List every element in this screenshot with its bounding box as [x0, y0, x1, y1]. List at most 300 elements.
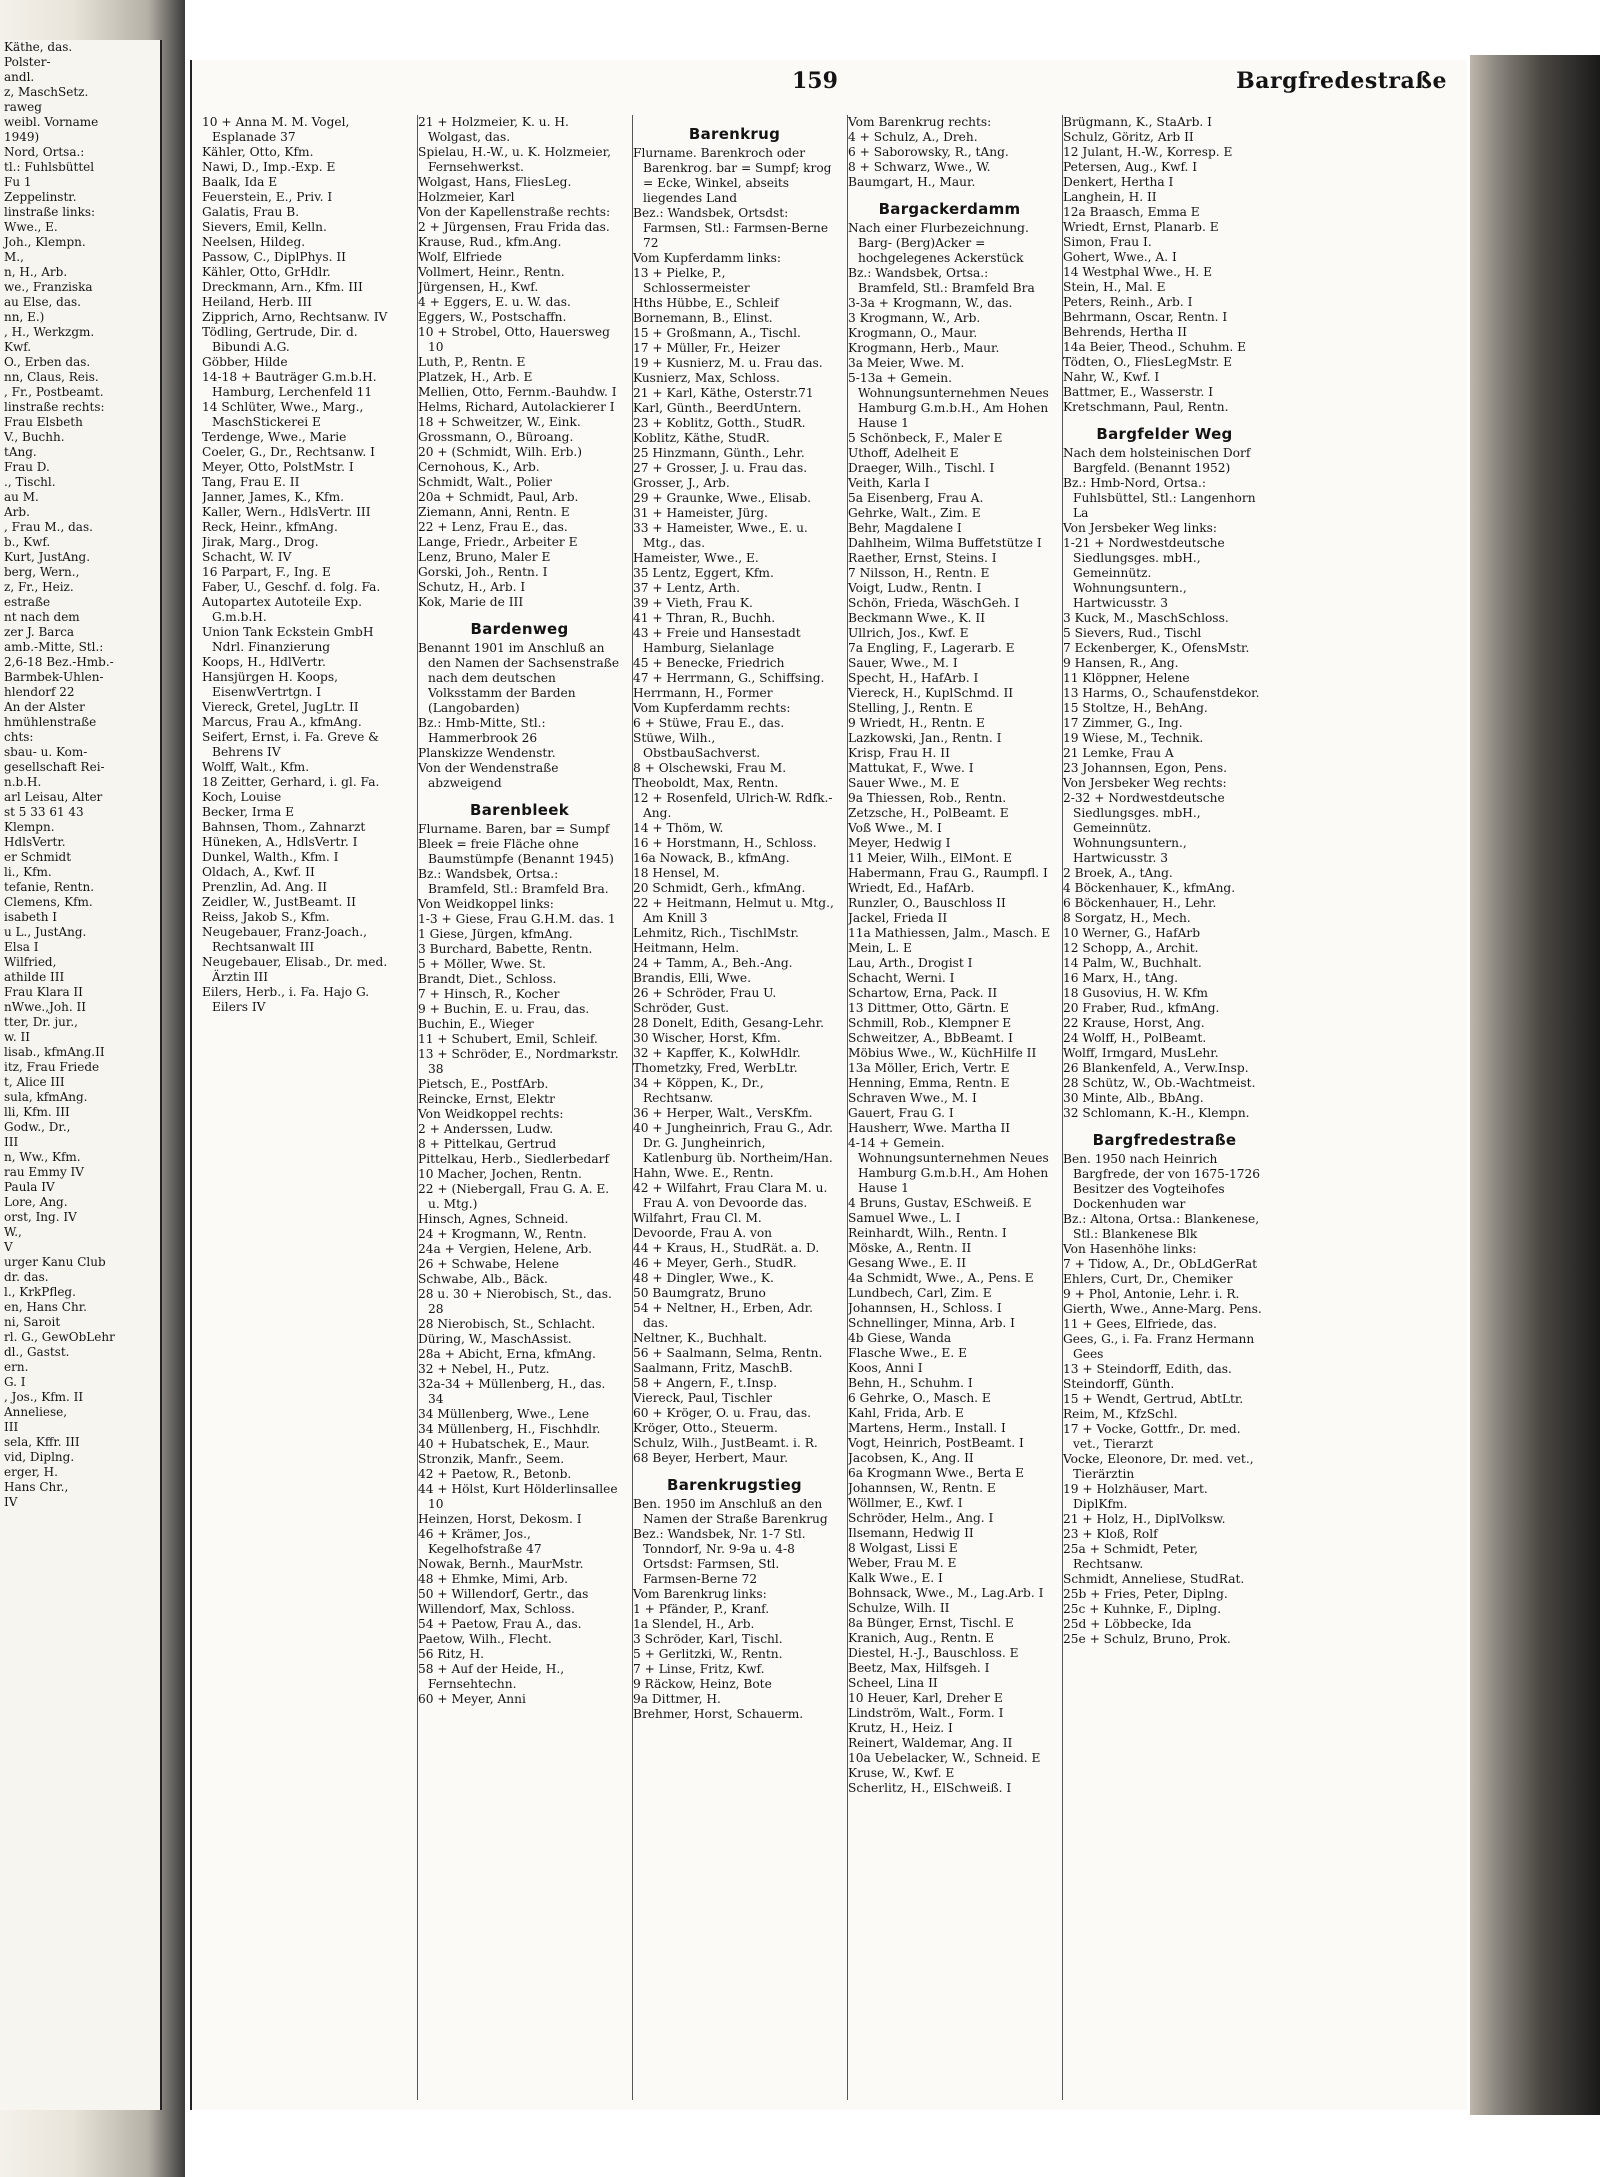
directory-entry: 28 Schütz, W., Ob.-Wachtmeist.: [1063, 1076, 1256, 1090]
directory-entry: 4 Bruns, Gustav, ESchweiß. E: [848, 1196, 1032, 1210]
directory-entry: 17 Zimmer, G., Ing.: [1063, 716, 1183, 730]
directory-entry: Sievers, Emil, Kelln.: [202, 220, 327, 234]
facing-page-line: hmühlenstraße: [4, 715, 97, 729]
facing-page-line: u L., JustAng.: [4, 925, 87, 939]
directory-entry: Martens, Herm., Install. I: [848, 1421, 1006, 1435]
facing-page-line: O., Erben das.: [4, 355, 91, 369]
directory-entry: 10 Werner, G., HafArb: [1063, 926, 1201, 940]
facing-page-line: linstraße links:: [4, 205, 96, 219]
directory-entry: Gesang Wwe., E. II: [848, 1256, 967, 1270]
facing-page-line: Polster-: [4, 55, 51, 69]
directory-entry: 9 Wriedt, H., Rentn. E: [848, 716, 985, 730]
facing-page-line: V: [4, 1240, 13, 1254]
directory-entry: Terdenge, Wwe., Marie: [202, 430, 347, 444]
directory-entry: Göbber, Hilde: [202, 355, 288, 369]
facing-page-line: ., Tischl.: [4, 475, 56, 489]
directory-entry: Nowak, Bernh., MaurMstr.: [418, 1557, 584, 1571]
directory-entry: Mellien, Otto, Fernm.-Bauhdw. I: [418, 385, 617, 399]
directory-entry: Kahl, Frida, Arb. E: [848, 1406, 964, 1420]
directory-entry: 20 Fraber, Rud., kfmAng.: [1063, 1001, 1220, 1015]
directory-entry: Bz.: Wandsbek, Ortsa.: Bramfeld, Stl.: Bramfeld Bra: [848, 266, 1035, 295]
directory-column-2: [417, 115, 621, 2100]
directory-entry: 6 + Saborowsky, R., tAng.: [848, 145, 1009, 159]
directory-entry: 54 + Neltner, H., Erben, Adr. das.: [633, 1301, 813, 1330]
directory-entry: Thometzky, Fred, WerbLtr.: [633, 1061, 798, 1075]
directory-entry: 24 Wolff, H., PolBeamt.: [1063, 1031, 1207, 1045]
directory-entry: Kaller, Wern., HdlsVertr. III: [202, 505, 371, 519]
directory-entry: 19 Wiese, M., Technik.: [1063, 731, 1204, 745]
facing-page-line: Clemens, Kfm.: [4, 895, 93, 909]
directory-entry: 14-18 + Bauträger G.m.b.H. Hamburg, Lerchenfeld 11: [202, 370, 377, 399]
facing-page-line: arl Leisau, Alter: [4, 790, 103, 804]
directory-entry: Zipprich, Arno, Rechtsanw. IV: [202, 310, 388, 324]
directory-entry: 18 Hensel, M.: [633, 866, 720, 880]
facing-page-line: M.,: [4, 250, 24, 264]
directory-entry: Langhein, H. II: [1063, 190, 1157, 204]
directory-entry: Baalk, Ida E: [202, 175, 278, 189]
directory-entry: Grossmann, O., Büroang.: [418, 430, 574, 444]
directory-entry: Beetz, Max, Hilfsgeh. I: [848, 1661, 990, 1675]
facing-page-line: z, MaschSetz.: [4, 85, 89, 99]
directory-entry: 12a Braasch, Emma E: [1063, 205, 1200, 219]
directory-entry: Veith, Karla I: [848, 476, 930, 490]
directory-entry: 43 + Freie und Hansestadt Hamburg, Sielanlage: [633, 626, 801, 655]
facing-page-line: au M.: [4, 490, 39, 504]
directory-entry: 5-13a + Gemein. Wohnungsunternehmen Neues Hamburg G.m.b.H., Am Hohen Hause 1: [848, 371, 1049, 430]
directory-entry: Wolf, Elfriede: [418, 250, 503, 264]
facing-page-line: Frau Klara II: [4, 985, 83, 999]
directory-entry: Grosser, J., Arb.: [633, 476, 730, 490]
directory-entry: Brandt, Diet., Schloss.: [418, 972, 557, 986]
directory-entry: Lazkowski, Jan., Rentn. I: [848, 731, 1002, 745]
directory-entry: Nahr, W., Kwf. I: [1063, 370, 1160, 384]
directory-entry: Devoorde, Frau A. von: [633, 1226, 773, 1240]
directory-entry: Gorski, Joh., Rentn. I: [418, 565, 548, 579]
directory-entry: Mein, L. E: [848, 941, 912, 955]
facing-page-line: , H., Werkzgm.: [4, 325, 95, 339]
directory-entry: 3 Krogmann, W., Arb.: [848, 311, 981, 325]
facing-page-line: berg, Wern.,: [4, 565, 80, 579]
facing-page-line: Wilfried,: [4, 955, 57, 969]
facing-page-line: nWwe.,Joh. II: [4, 1000, 86, 1014]
directory-entry: Hameister, Wwe., E.: [633, 551, 759, 565]
directory-entry: 56 Ritz, H.: [418, 1647, 485, 1661]
directory-entry: 46 + Meyer, Gerh., StudR.: [633, 1256, 797, 1270]
directory-entry: 40 + Jungheinrich, Frau G., Adr. Dr. G. Jungheinrich, Katlenburg üb. Northeim/Han.: [633, 1121, 833, 1165]
directory-entry: Heinzen, Horst, Dekosm. I: [418, 1512, 582, 1526]
facing-page-line: Wwe., E.: [4, 220, 58, 234]
facing-page-line: Godw., Dr.,: [4, 1120, 71, 1134]
directory-entry: 60 + Kröger, O. u. Frau, das.: [633, 1406, 811, 1420]
directory-entry: 12 + Rosenfeld, Ulrich-W. Rdfk.-Ang.: [633, 791, 833, 820]
directory-entry: Hausherr, Wwe. Martha II: [848, 1121, 1011, 1135]
directory-entry: Schröder, Gust.: [633, 1001, 730, 1015]
directory-entry: 48 + Dingler, Wwe., K.: [633, 1271, 774, 1285]
directory-entry: 4a Schmidt, Wwe., A., Pens. E: [848, 1271, 1034, 1285]
facing-page-line: Paula IV: [4, 1180, 55, 1194]
directory-entry: Schraven Wwe., M. I: [848, 1091, 977, 1105]
directory-entry: 48 + Ehmke, Mimi, Arb.: [418, 1572, 568, 1586]
directory-entry: Jürgensen, H., Kwf.: [418, 280, 539, 294]
directory-entry: Ziemann, Anni, Rentn. E: [418, 505, 570, 519]
directory-entry: Kalk Wwe., E. I: [848, 1571, 943, 1585]
directory-entry: 7a Engling, F., Lagerarb. E: [848, 641, 1015, 655]
directory-entry: 19 + Kusnierz, M. u. Frau das.: [633, 356, 823, 370]
directory-entry: Flasche Wwe., E. E: [848, 1346, 967, 1360]
facing-page-line: we., Franziska: [4, 280, 93, 294]
directory-entry: 44 + Kraus, H., StudRät. a. D.: [633, 1241, 820, 1255]
directory-entry: 17 + Vocke, Gottfr., Dr. med. vet., Tierarzt: [1063, 1422, 1241, 1451]
directory-entry: Schulze, Wilh. II: [848, 1601, 950, 1615]
directory-entry: 34 Müllenberg, H., Fischhdlr.: [418, 1422, 601, 1436]
directory-entry: Krutz, H., Heiz. I: [848, 1721, 953, 1735]
directory-entry: 28 Nierobisch, St., Schlacht.: [418, 1317, 596, 1331]
directory-entry: 6a Krogmann Wwe., Berta E: [848, 1466, 1025, 1480]
directory-entry: Krogmann, Herb., Maur.: [848, 341, 1000, 355]
facing-page-line: Elsa I: [4, 940, 39, 954]
directory-entry: Autopartex Autoteile Exp. G.m.b.H.: [202, 595, 362, 624]
directory-entry: Schacht, W. IV: [202, 550, 292, 564]
directory-entry: 32 + Kapffer, K., KolwHdlr.: [633, 1046, 801, 1060]
directory-entry: Platzek, H., Arb. E: [418, 370, 533, 384]
directory-entry: Zeidler, W., JustBeamt. II: [202, 895, 356, 909]
directory-entry: Galatis, Frau B.: [202, 205, 300, 219]
directory-entry: Ullrich, Jos., Kwf. E: [848, 626, 969, 640]
directory-entry: Kröger, Otto., Steuerm.: [633, 1421, 778, 1435]
directory-entry: Schwabe, Alb., Bäck.: [418, 1272, 548, 1286]
directory-entry: 3 Burchard, Babette, Rentn.: [418, 942, 593, 956]
directory-entry: Gierth, Wwe., Anne-Marg. Pens.: [1063, 1302, 1262, 1316]
directory-entry: Lange, Friedr., Arbeiter E: [418, 535, 578, 549]
directory-entry: Schutz, H., Arb. I: [418, 580, 526, 594]
directory-entry: 14 Schlüter, Wwe., Marg., MaschStickerei E: [202, 400, 364, 429]
directory-entry: Samuel Wwe., L. I: [848, 1211, 961, 1225]
facing-page-line: Barmbek-Uhlen-: [4, 670, 104, 684]
directory-entry: 35 Lentz, Eggert, Kfm.: [633, 566, 774, 580]
directory-entry: Hths Hübbe, E., Schleif: [633, 296, 779, 310]
directory-entry: Baumgart, H., Maur.: [848, 175, 976, 189]
directory-entry: 25a + Schmidt, Peter, Rechtsanw.: [1063, 1542, 1198, 1571]
directory-entry: 13 Dittmer, Otto, Gärtn. E: [848, 1001, 1009, 1015]
directory-entry: Sauer, Wwe., M. I: [848, 656, 958, 670]
directory-entry: Eggers, W., Postschaffn.: [418, 310, 567, 324]
directory-entry: Petersen, Aug., Kwf. I: [1063, 160, 1198, 174]
directory-entry: Bz.: Hmb-Nord, Ortsa.: Fuhlsbüttel, Stl.: Langenhorn La: [1063, 476, 1256, 520]
directory-entry: Beckmann Wwe., K. II: [848, 611, 986, 625]
directory-entry: Wolff, Walt., Kfm.: [202, 760, 310, 774]
street-heading: Bardenweg: [470, 620, 569, 638]
facing-page-line: G. I: [4, 1375, 26, 1389]
directory-page: [190, 60, 1467, 2110]
street-heading: Barenkrug: [688, 125, 781, 143]
directory-entry: Ehlers, Curt, Dr., Chemiker: [1063, 1272, 1233, 1286]
directory-entry: Meyer, Hedwig I: [848, 836, 951, 850]
directory-entry: Meyer, Otto, PolstMstr. I: [202, 460, 354, 474]
directory-column-3: [632, 115, 836, 2100]
directory-entry: 14 Westphal Wwe., H. E: [1063, 265, 1213, 279]
directory-entry: Theoboldt, Max, Rentn.: [633, 776, 779, 790]
facing-page: [0, 40, 162, 2110]
directory-entry: 58 + Angern, F., t.Insp.: [633, 1376, 778, 1390]
directory-entry: 1-3 + Giese, Frau G.H.M. das. 1: [418, 912, 616, 926]
directory-entry: Luth, P., Rentn. E: [418, 355, 526, 369]
directory-entry: Faber, U., Geschf. d. folg. Fa.: [202, 580, 381, 594]
street-heading: Bargfredestraße: [1092, 1131, 1237, 1149]
directory-entry: Dunkel, Walth., Kfm. I: [202, 850, 339, 864]
directory-entry: 7 + Hinsch, R., Kocher: [418, 987, 560, 1001]
directory-entry: Weber, Frau M. E: [848, 1556, 957, 1570]
directory-entry: Brügmann, K., StaArb. I: [1063, 115, 1212, 129]
directory-entry: 11 Klöppner, Helene: [1063, 671, 1190, 685]
directory-entry: 8 Sorgatz, H., Mech.: [1063, 911, 1191, 925]
directory-entry: 6 Gehrke, O., Masch. E: [848, 1391, 991, 1405]
directory-entry: Johannsen, H., Schloss. I: [848, 1301, 1002, 1315]
directory-entry: 44 + Hölst, Kurt Hölderlinsallee 10: [418, 1482, 618, 1511]
directory-entry: Lenz, Bruno, Maler E: [418, 550, 551, 564]
directory-entry: Schnellinger, Minna, Arb. I: [848, 1316, 1015, 1330]
directory-columns: [202, 115, 1457, 2100]
directory-entry: Reim, M., KfzSchl.: [1063, 1407, 1178, 1421]
directory-entry: Von Weidkoppel links:: [418, 897, 554, 911]
facing-page-line: hlendorf 22: [4, 685, 75, 699]
directory-entry: Schacht, Werni. I: [848, 971, 955, 985]
directory-entry: Tödling, Gertrude, Dir. d. Bibundi A.G.: [202, 325, 358, 354]
directory-entry: 13 + Steindorff, Edith, das.: [1063, 1362, 1232, 1376]
directory-entry: 9a Dittmer, H.: [633, 1692, 721, 1706]
directory-entry: 32a-34 + Müllenberg, H., das. 34: [418, 1377, 606, 1406]
facing-page-line: , Fr., Postbeamt.: [4, 385, 104, 399]
directory-entry: 9a Thiessen, Rob., Rentn.: [848, 791, 1007, 805]
facing-page-line: itz, Frau Friede: [4, 1060, 100, 1074]
directory-entry: Dreckmann, Arn., Kfm. III: [202, 280, 363, 294]
directory-entry: 18 Zeitter, Gerhard, i. gl. Fa.: [202, 775, 380, 789]
directory-entry: Uthoff, Adelheit E: [848, 446, 959, 460]
directory-entry: Viereck, Paul, Tischler: [633, 1391, 773, 1405]
facing-page-line: nn, Claus, Reis.: [4, 370, 99, 384]
facing-page-line: st 5 33 61 43: [4, 805, 84, 819]
facing-page-line: nt nach dem: [4, 610, 80, 624]
directory-entry: 26 + Schwabe, Helene: [418, 1257, 559, 1271]
directory-entry: Heitmann, Helm.: [633, 941, 740, 955]
directory-entry: Paetow, Wilh., Flecht.: [418, 1632, 552, 1646]
facing-page-line: Lore, Ang.: [4, 1195, 68, 1209]
facing-page-line: n.b.H.: [4, 775, 42, 789]
facing-page-line: z, Fr., Heiz.: [4, 580, 74, 594]
facing-page-line: n, H., Arb.: [4, 265, 68, 279]
directory-entry: Gees, G., i. Fa. Franz Hermann Gees: [1063, 1332, 1255, 1361]
directory-entry: 13 Harms, O., Schaufenstdekor.: [1063, 686, 1260, 700]
directory-entry: 10 Heuer, Karl, Dreher E: [848, 1691, 1003, 1705]
directory-entry: Möbius Wwe., W., KüchHilfe II: [848, 1046, 1037, 1060]
directory-entry: 5 Sievers, Rud., Tischl: [1063, 626, 1202, 640]
directory-entry: Johannsen, W., Rentn. E: [848, 1481, 996, 1495]
facing-page-line: Fu 1: [4, 175, 32, 189]
street-heading: Bargfelder Weg: [1096, 425, 1233, 443]
directory-entry: Koos, Anni I: [848, 1361, 923, 1375]
facing-page-line: HdlsVertr.: [4, 835, 66, 849]
directory-entry: 14 + Thöm, W.: [633, 821, 724, 835]
directory-entry: 42 + Wilfahrt, Frau Clara M. u. Frau A. von Devoorde das.: [633, 1181, 828, 1210]
facing-page-line: tter, Dr. jur.,: [4, 1015, 78, 1029]
directory-entry: Eilers, Herb., i. Fa. Hajo G. Eilers IV: [202, 985, 370, 1014]
directory-entry: 13a Möller, Erich, Vertr. E: [848, 1061, 1010, 1075]
directory-entry: 9 + Buchin, E. u. Frau, das.: [418, 1002, 590, 1016]
directory-entry: 11 Meier, Wilh., ElMont. E: [848, 851, 1013, 865]
directory-entry: 32 + Nebel, H., Putz.: [418, 1362, 550, 1376]
directory-entry: Gehrke, Walt., Zim. E: [848, 506, 981, 520]
directory-entry: 30 Minte, Alb., BbAng.: [1063, 1091, 1204, 1105]
directory-entry: 4 + Schulz, A., Dreh.: [848, 130, 978, 144]
directory-entry: Von der Kapellenstraße rechts:: [418, 205, 611, 219]
directory-entry: Brehmer, Horst, Schauerm.: [633, 1707, 804, 1721]
directory-entry: Vom Kupferdamm links:: [633, 251, 781, 265]
directory-entry: Schröder, Helm., Ang. I: [848, 1511, 994, 1525]
directory-entry: Heiland, Herb. III: [202, 295, 312, 309]
facing-page-line: zer J. Barca: [4, 625, 75, 639]
directory-entry: Koch, Louise: [202, 790, 282, 804]
facing-page-line: gesellschaft Rei-: [4, 760, 105, 774]
directory-entry: 1a Slendel, H., Arb.: [633, 1617, 755, 1631]
directory-entry: Ilsemann, Hedwig II: [848, 1526, 974, 1540]
directory-entry: Neltner, K., Buchhalt.: [633, 1331, 767, 1345]
directory-entry: Bz.: Wandsbek, Ortsa.: Bramfeld, Stl.: Bramfeld Bra.: [418, 867, 609, 896]
facing-page-line: Klempn.: [4, 820, 55, 834]
directory-column-5: [1062, 115, 1266, 2100]
directory-entry: 26 + Schröder, Frau U.: [633, 986, 777, 1000]
directory-entry: 54 + Paetow, Frau A., das.: [418, 1617, 582, 1631]
directory-entry: Scheel, Lina II: [848, 1676, 938, 1690]
directory-entry: 25 Hinzmann, Günth., Lehr.: [633, 446, 805, 460]
street-heading: Barenbleek: [469, 801, 569, 819]
directory-entry: Sauer Wwe., M. E: [848, 776, 960, 790]
directory-entry: 12 Schopp, A., Archit.: [1063, 941, 1199, 955]
directory-entry: 24a + Vergien, Helene, Arb.: [418, 1242, 593, 1256]
directory-entry: 45 + Benecke, Friedrich: [633, 656, 785, 670]
directory-entry: Habermann, Frau G., Raumpfl. I: [848, 866, 1048, 880]
directory-entry: 5 Schönbeck, F., Maler E: [848, 431, 1003, 445]
directory-entry: Herrmann, H., Former: [633, 686, 773, 700]
facing-page-line: , Jos., Kfm. II: [4, 1390, 84, 1404]
directory-entry: 9 Räckow, Heinz, Bote: [633, 1677, 772, 1691]
directory-entry: Lehmitz, Rich., TischlMstr.: [633, 926, 799, 940]
directory-entry: Simon, Frau I.: [1063, 235, 1152, 249]
directory-entry: 21 + Karl, Käthe, Osterstr.71: [633, 386, 814, 400]
directory-entry: Lindström, Walt., Form. I: [848, 1706, 1004, 1720]
directory-entry: 34 Müllenberg, Wwe., Lene: [418, 1407, 590, 1421]
directory-entry: 16 Parpart, F., Ing. E: [202, 565, 331, 579]
directory-entry: Willendorf, Max, Schloss.: [418, 1602, 575, 1616]
facing-page-line: raweg: [4, 100, 42, 114]
directory-entry: Bleek = freie Fläche ohne Baumstümpfe (Benannt 1945): [418, 837, 614, 866]
directory-entry: 46 + Krämer, Jos., Kegelhofstraße 47: [418, 1527, 542, 1556]
directory-entry: 8 + Olschewski, Frau M.: [633, 761, 787, 775]
directory-entry: Vom Barenkrug links:: [633, 1587, 767, 1601]
directory-entry: 33 + Hameister, Wwe., E. u. Mtg., das.: [633, 521, 808, 550]
directory-entry: 8 + Schwarz, Wwe., W.: [848, 160, 991, 174]
directory-entry: Tödten, O., FliesLegMstr. E: [1063, 355, 1232, 369]
directory-entry: 27 + Grosser, J. u. Frau das.: [633, 461, 808, 475]
facing-page-line: sela, Kffr. III: [4, 1435, 80, 1449]
directory-entry: 5a Eisenberg, Frau A.: [848, 491, 984, 505]
directory-entry: 25c + Kuhnke, F., Diplng.: [1063, 1602, 1222, 1616]
facing-page-line: sbau- u. Kom-: [4, 745, 88, 759]
directory-entry: Behrends, Hertha II: [1063, 325, 1187, 339]
directory-entry: 16a Nowack, B., kfmAng.: [633, 851, 790, 865]
directory-entry: Koops, H., HdlVertr.: [202, 655, 326, 669]
facing-page-line: n, Ww., Kfm.: [4, 1150, 81, 1164]
directory-entry: 12 Julant, H.-W., Korresp. E: [1063, 145, 1233, 159]
directory-entry: Dahlheim, Wilma Buffetstütze I: [848, 536, 1042, 550]
facing-page-line: Frau D.: [4, 460, 50, 474]
directory-entry: 8 + Pittelkau, Gertrud: [418, 1137, 557, 1151]
directory-entry: Pietsch, E., PostfArb.: [418, 1077, 549, 1091]
facing-page-line: ni, Saroit: [4, 1315, 61, 1329]
facing-page-line: sula, kfmAng.: [4, 1090, 88, 1104]
directory-entry: 16 Marx, H., tAng.: [1063, 971, 1179, 985]
facing-page-line: Anneliese,: [4, 1405, 68, 1419]
directory-entry: 50 + Willendorf, Gertr., das: [418, 1587, 589, 1601]
directory-entry: Wöllmer, E., Kwf. I: [848, 1496, 963, 1510]
directory-entry: Wolff, Irmgard, MusLehr.: [1063, 1046, 1219, 1060]
directory-entry: Kruse, W., Kwf. E: [848, 1766, 955, 1780]
facing-page-line: andl.: [4, 70, 35, 84]
directory-entry: Kretschmann, Paul, Rentn.: [1063, 400, 1229, 414]
directory-entry: Schulz, Wilh., JustBeamt. i. R.: [633, 1436, 818, 1450]
directory-entry: 22 + (Niebergall, Frau G. A. E. u. Mtg.): [418, 1182, 610, 1211]
directory-entry: 42 + Paetow, R., Betonb.: [418, 1467, 572, 1481]
directory-entry: Gohert, Wwe., A. I: [1063, 250, 1177, 264]
directory-entry: Bz.: Altona, Ortsa.: Blankenese, Stl.: Blankenese Blk: [1063, 1212, 1260, 1241]
directory-entry: 39 + Vieth, Frau K.: [633, 596, 753, 610]
directory-entry: 4-14 + Gemein. Wohnungsunternehmen Neues Hamburg G.m.b.H., Am Hohen Hause 1: [848, 1136, 1049, 1195]
directory-entry: Zetzsche, H., PolBeamt. E: [848, 806, 1009, 820]
directory-entry: 2 + Jürgensen, Frau Frida das.: [418, 220, 610, 234]
directory-entry: Schmidt, Anneliese, StudRat.: [1063, 1572, 1245, 1586]
directory-entry: Hüneken, A., HdlsVertr. I: [202, 835, 358, 849]
directory-entry: Von Jersbeker Weg links:: [1063, 521, 1218, 535]
directory-entry: 58 + Auf der Heide, H., Fernsehtechn.: [418, 1662, 565, 1691]
street-heading: Barenkrugstieg: [667, 1476, 802, 1494]
directory-entry: 9 + Phol, Antonie, Lehr. i. R.: [1063, 1287, 1240, 1301]
facing-page-line: weibl. Vorname: [4, 115, 99, 129]
directory-entry: Viereck, H., KuplSchmd. II: [848, 686, 1014, 700]
directory-entry: Stein, H., Mal. E: [1063, 280, 1166, 294]
directory-entry: Jackel, Frieda II: [848, 911, 948, 925]
directory-entry: 13 + Schröder, E., Nordmarkstr. 38: [418, 1047, 619, 1076]
directory-entry: 7 Nilsson, H., Rentn. E: [848, 566, 990, 580]
directory-entry: 20 Schmidt, Gerh., kfmAng.: [633, 881, 806, 895]
facing-page-line: t, Alice III: [4, 1075, 65, 1089]
directory-entry: Stelling, J., Rentn. E: [848, 701, 973, 715]
directory-entry: Krause, Rud., kfm.Ang.: [418, 235, 562, 249]
directory-entry: 23 + Koblitz, Gotth., StudR.: [633, 416, 806, 430]
facing-page-line: 2,6-18 Bez.-Hmb.-: [4, 655, 114, 669]
facing-page-line: orst, Ing. IV: [4, 1210, 77, 1224]
facing-page-line: W.,: [4, 1225, 22, 1239]
directory-entry: 2 + Anderssen, Ludw.: [418, 1122, 554, 1136]
directory-entry: Voigt, Ludw., Rentn. I: [848, 581, 982, 595]
directory-entry: Reinhardt, Wilh., Rentn. I: [848, 1226, 1007, 1240]
directory-entry: 56 + Saalmann, Selma, Rentn.: [633, 1346, 823, 1360]
directory-entry: Ben. 1950 im Anschluß an den Namen der Straße Barenkrug: [633, 1497, 828, 1526]
directory-entry: 16 + Horstmann, H., Schloss.: [633, 836, 817, 850]
facing-page-line: en, Hans Chr.: [4, 1300, 87, 1314]
directory-entry: Reiss, Jakob S., Kfm.: [202, 910, 330, 924]
directory-entry: Vom Kupferdamm rechts:: [633, 701, 791, 715]
directory-entry: 22 Krause, Horst, Ang.: [1063, 1016, 1205, 1030]
directory-entry: Diestel, H.-J., Bauschloss. E: [848, 1646, 1019, 1660]
directory-entry: Gauert, Frau G. I: [848, 1106, 954, 1120]
